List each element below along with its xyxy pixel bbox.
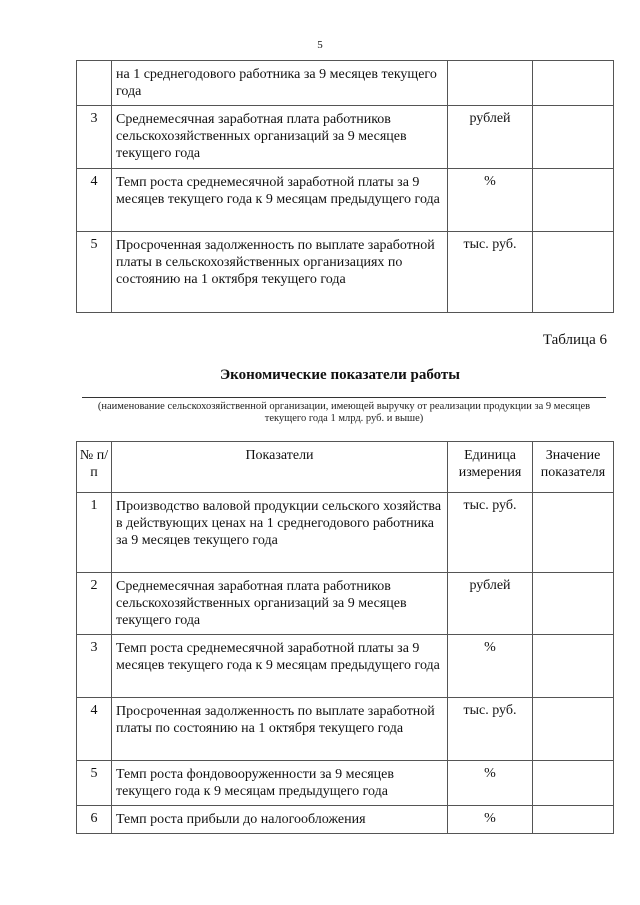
row-indicator: Темп роста фондовооруженности за 9 месяцев текущего года к 9 месяцам предыдущего года: [112, 761, 448, 806]
row-value: [533, 493, 614, 573]
row-value: [533, 761, 614, 806]
row-unit: рублей: [448, 106, 533, 169]
row-unit: %: [448, 635, 533, 698]
row-number: 6: [77, 806, 112, 834]
row-number: 4: [77, 169, 112, 232]
row-unit: тыс. руб.: [448, 232, 533, 313]
row-unit: тыс. руб.: [448, 493, 533, 573]
table-row: [77, 232, 614, 313]
row-number: 3: [77, 635, 112, 698]
table-title: Экономические показатели работы: [219, 367, 461, 383]
row-unit: [448, 61, 533, 106]
table-row: [77, 493, 614, 573]
row-indicator: Просроченная задолженность по выплате заработной платы по состоянию на 1 октября текущего года: [112, 698, 448, 761]
economic-indicators-table: [76, 441, 614, 834]
table-row: [77, 635, 614, 698]
table-row: [77, 61, 614, 106]
row-indicator: Темп роста прибыли до налогообложения: [112, 806, 448, 834]
table-header-row: [77, 442, 614, 493]
header-value: Значение показателя: [533, 442, 614, 493]
row-number: 4: [77, 698, 112, 761]
row-indicator: Среднемесячная заработная плата работников сельскохозяйственных организаций за 9 месяцев текущего года: [112, 106, 448, 169]
indicators-table-continued: [76, 60, 614, 313]
row-value: [533, 61, 614, 106]
header-number: № п/п: [77, 442, 112, 493]
row-indicator: Производство валовой продукции сельского хозяйства в действующих ценах на 1 среднегодового работника за 9 месяцев текущего года: [112, 493, 448, 573]
table-row: [77, 169, 614, 232]
row-indicator: Темп роста среднемесячной заработной платы за 9 месяцев текущего года к 9 месяцам предыдущего года: [112, 169, 448, 232]
row-unit: %: [448, 169, 533, 232]
row-unit: %: [448, 806, 533, 834]
table-row: [77, 106, 614, 169]
table-row: [77, 698, 614, 761]
row-value: [533, 698, 614, 761]
row-unit: %: [448, 761, 533, 806]
row-number: [77, 61, 112, 106]
row-number: 5: [77, 761, 112, 806]
row-value: [533, 232, 614, 313]
header-indicator: Показатели: [112, 442, 448, 493]
row-unit: рублей: [448, 573, 533, 635]
organization-name-line: [82, 397, 606, 398]
row-value: [533, 106, 614, 169]
table-row: [77, 806, 614, 834]
row-value: [533, 169, 614, 232]
row-number: 3: [77, 106, 112, 169]
row-value: [533, 806, 614, 834]
row-unit: тыс. руб.: [448, 698, 533, 761]
row-indicator: Просроченная задолженность по выплате заработной платы в сельскохозяйственных организациях по состоянию на 1 октября текущего года: [112, 232, 448, 313]
table-row: [77, 573, 614, 635]
row-number: 5: [77, 232, 112, 313]
row-number: 1: [77, 493, 112, 573]
table-caption: Таблица 6: [542, 332, 607, 348]
row-value: [533, 573, 614, 635]
header-unit: Единица измерения: [448, 442, 533, 493]
organization-hint: (наименование сельскохозяйственной организации, имеющей выручку от реализации продукции за 9 месяцев текущего года 1 млрд. руб. и выше): [97, 401, 591, 424]
row-indicator: на 1 среднегодового работника за 9 месяцев текущего года: [112, 61, 448, 106]
row-value: [533, 635, 614, 698]
row-number: 2: [77, 573, 112, 635]
row-indicator: Темп роста среднемесячной заработной платы за 9 месяцев текущего года к 9 месяцам предыдущего года: [112, 635, 448, 698]
row-indicator: Среднемесячная заработная плата работников сельскохозяйственных организаций за 9 месяцев текущего года: [112, 573, 448, 635]
page-number: 5: [317, 39, 323, 51]
table-row: [77, 761, 614, 806]
